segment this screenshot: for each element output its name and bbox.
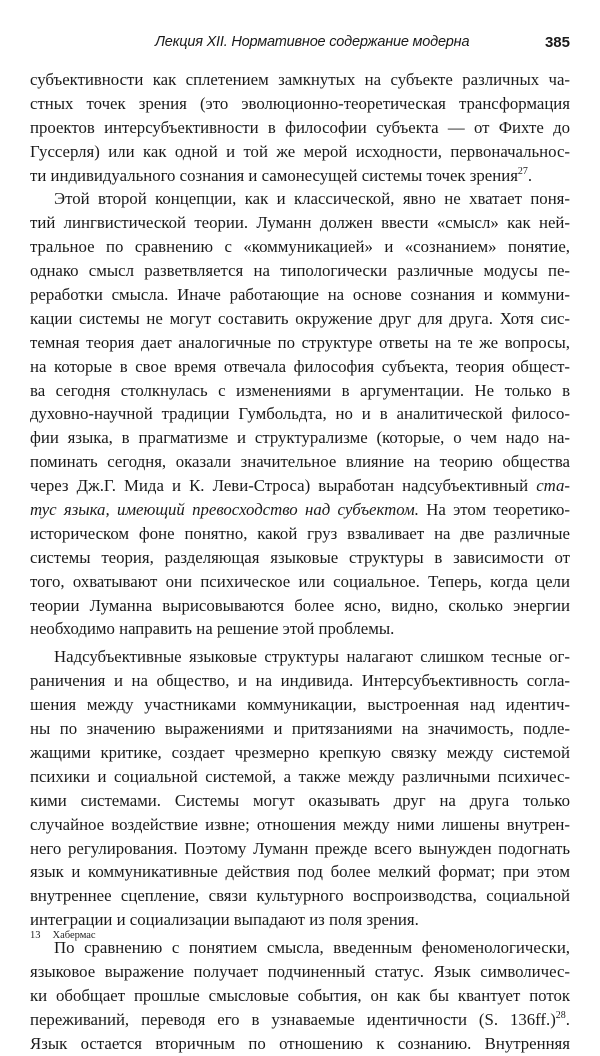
text-line: шения между участниками коммуникации, выстроенная над идентич-: [30, 695, 570, 715]
paragraph-3: [30, 645, 570, 932]
text-line: ва сегодня столкнулась с изменениями в аргументации. Не только в: [30, 380, 570, 400]
text-line: психики и социальной системой, а также между различными психичес-: [30, 766, 570, 786]
text-line: кими системами. Системы могут оказывать друг на друга только: [30, 790, 570, 810]
paragraph-1: [30, 68, 570, 187]
running-header: [30, 34, 570, 56]
text-line: реработки смысла. Иначе работающие на основе сознания и коммуни-: [30, 285, 570, 305]
body-text: [30, 68, 570, 1056]
text-line: [30, 474, 570, 498]
text-line: язык и коммуникативные действия под более мелкий формат; при этом: [30, 862, 570, 882]
text-line: [30, 498, 570, 522]
text-line: интеграции и социализации выпадают из поля зрения.: [30, 910, 419, 930]
line-text: через Дж.Г. Мида и К. Леви-Строса) выработан надсубъективный: [30, 476, 537, 496]
text-line: Гуссерля) или как одной и той же мерой исходности, первоначальнос-: [30, 141, 570, 161]
text-line: тральное по сравнению с «коммуникацией» и «сознанием» понятие,: [30, 237, 570, 257]
text-line: духовно-научной традиции Гумбольдта, но и в аналитической филосо-: [30, 404, 570, 424]
text-line: Этой второй концепции, как и классической, явно не хватает поня-: [54, 189, 570, 209]
text-line: поминать сегодня, оказали значительное влияние на теорию общества: [30, 452, 570, 472]
text-line: стных точек зрения (это эволюционно-теоретическая трансформация: [30, 93, 570, 113]
text-line: того, охватывают они психическое или социальное. Теперь, когда цели: [30, 571, 570, 591]
text-line: необходимо направить на решение этой проблемы.: [30, 619, 395, 639]
text-line: [30, 1008, 570, 1032]
paragraph-2: [30, 187, 570, 641]
text-line: теории Луманна вырисовываются более ясно, видно, сколько энергии: [30, 595, 570, 615]
line-text: переживаний, переводя его в узнаваемые идентичности (S. 136ff.): [30, 1009, 556, 1029]
text-line: случайное воздействие извне; отношения между ними лишены внутрен-: [30, 814, 570, 834]
signature-number: 13: [30, 930, 41, 941]
text-line: на которые в свое время отвечала философия субъекта, теория общест-: [30, 356, 570, 376]
italic-text: тус языка, имеющий превосходство над субъектом.: [30, 500, 419, 520]
text-line: фии языка, в прагматизме и структурализме (которые, о чем надо на-: [30, 428, 570, 448]
text-line: тий лингвистической теории. Луманн должен ввести «смысл» как ней-: [30, 213, 570, 233]
text-line: кации системы не могут составить окружение друг для друга. Хотя сис-: [30, 308, 570, 328]
text-line: Язык остается вторичным по отношению к сознанию. Внутренняя: [30, 1033, 570, 1053]
text-line: темная теория дает аналогичные по структуре ответы на те же вопросы,: [30, 332, 570, 352]
footnote-ref-27: 27: [517, 165, 528, 177]
line-text: .: [527, 165, 533, 185]
text-line: ны по значению выражениями и притязаниями на значимость, подле-: [30, 719, 570, 739]
text-line: однако смысл разветвляется на типологически различные модусы пе-: [30, 261, 570, 281]
running-head-title: Лекция XII. Нормативное содержание модерна: [155, 34, 470, 50]
text-line: жащими критике, создает чрезмерно крепкую связку между системой: [30, 742, 570, 762]
line-text: ти индивидуального сознания и самонесущей системы точек зрения: [30, 165, 518, 185]
text-line: историческом фоне понятно, какой груз взваливает на две различные: [30, 523, 570, 543]
text-line: [30, 164, 570, 188]
text-line: раничения и на общество, и на индивида. Интерсубъективность согла-: [30, 671, 570, 691]
signature-name: Хабермас: [52, 930, 96, 941]
text-line: внутреннее сцепление, связи культурного воспроизводства, социальной: [30, 886, 570, 906]
line-text: .: [565, 1009, 570, 1029]
line-text: На этом теоретико-: [418, 500, 570, 520]
text-line: субъективности как сплетением замкнутых на субъекте различных ча-: [30, 70, 570, 89]
text-line: него регулирования. Поэтому Луманн прежде всего вынужден подогнать: [30, 838, 570, 858]
text-line: проектов интерсубъективности в философии субъекта — от Фихте до: [30, 117, 570, 137]
page-number: 385: [544, 34, 570, 51]
text-line: По сравнению с понятием смысла, введенным феноменологически,: [54, 938, 570, 958]
italic-text: ста-: [536, 476, 570, 496]
signature-mark: [30, 930, 108, 941]
paragraph-4: [30, 936, 570, 1055]
text-line: системы теория, разделяющая языковые структуры в зависимости от: [30, 547, 570, 567]
text-line: ки обобщает прошлые смысловые события, он как бы квантует поток: [30, 985, 570, 1005]
footnote-ref-28: 28: [555, 1009, 566, 1021]
text-line: Надсубъективные языковые структуры налагают слишком тесные ог-: [54, 647, 570, 667]
text-line: языковое выражение получает подчиненный статус. Язык символичес-: [30, 961, 570, 981]
